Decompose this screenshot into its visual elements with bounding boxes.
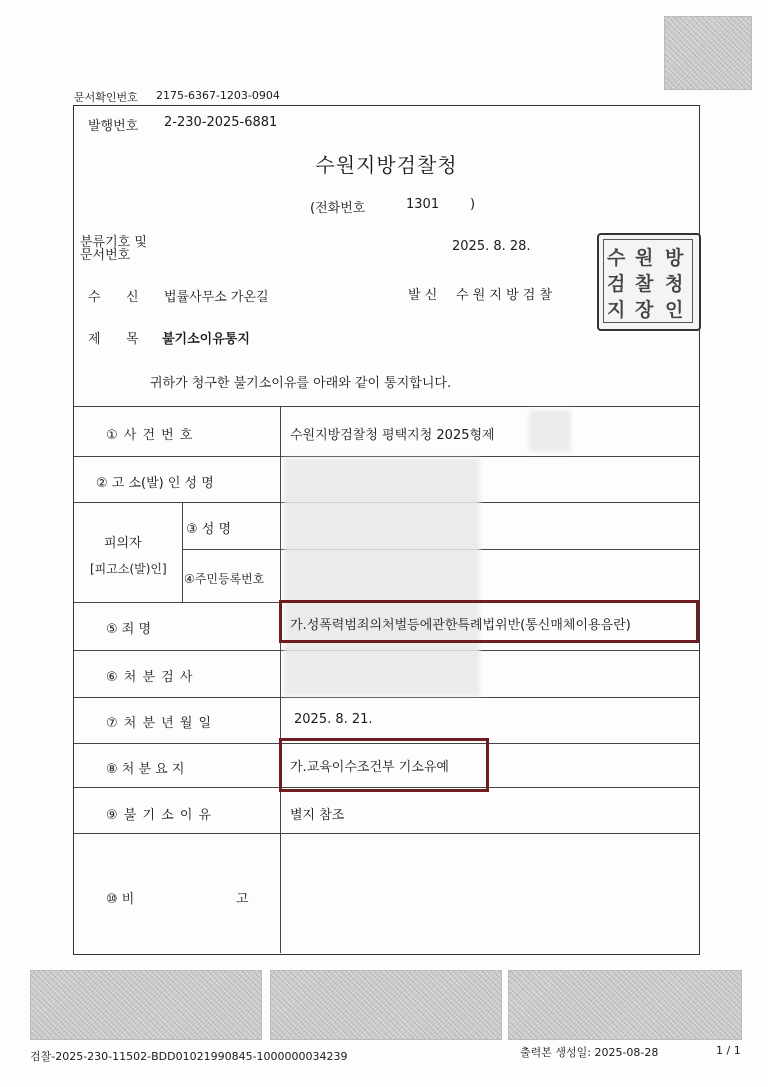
name-label: ③ 성 명: [186, 522, 232, 537]
suspect-label-1: 피의자: [104, 536, 142, 551]
charge-highlight-box: [279, 600, 699, 643]
charge-value: 가.성폭력범죄의처벌등에관한특례법위반(통신매체이용음란): [290, 618, 631, 633]
disposal-summary-value: 가.교육이수조건부 기소유예: [290, 760, 449, 775]
footer-page-number: 1 / 1: [716, 1044, 741, 1057]
subject-label-2: 목: [126, 332, 139, 347]
disposal-date-value: 2025. 8. 21.: [294, 712, 373, 727]
intro-text: 귀하가 청구한 불기소이유를 아래와 같이 통지합니다.: [150, 376, 452, 391]
issue-label: 발행번호: [88, 119, 139, 134]
redaction: [284, 458, 480, 696]
id-label: ④주민등록번호: [184, 572, 265, 586]
table-top-border: [74, 406, 699, 407]
row-divider: [74, 833, 699, 834]
charge-label: ⑤ 죄 명: [106, 622, 152, 637]
row-divider: [74, 456, 699, 457]
table-column-divider: [280, 406, 281, 953]
suspect-label-2: [피고소(발)인]: [90, 562, 167, 576]
recipient-label-1: 수: [88, 290, 101, 305]
reason-label: ⑨ 불 기 소 이 유: [106, 808, 213, 823]
security-barcode-right: [508, 970, 742, 1040]
disposal-summary-label: ⑧ 처 분 요 지: [106, 762, 185, 777]
case-no-value: 수원지방검찰청 평택지청 2025형제: [290, 428, 495, 443]
security-barcode-middle: [270, 970, 502, 1040]
remarks-label-1: ⑩ 비: [106, 892, 135, 907]
verify-number: 2175-6367-1203-0904: [156, 89, 280, 102]
sender-label: 발 신: [408, 288, 438, 303]
phone-number: 1301: [406, 197, 440, 212]
sender-name: 수 원 지 방 검 찰: [456, 288, 553, 303]
recipient-name: 법률사무소 가온길: [164, 290, 269, 305]
row-divider: [74, 697, 699, 698]
disposal-date-label: ⑦ 처 분 년 월 일: [106, 716, 213, 731]
phone-label: (전화번호: [310, 201, 366, 216]
case-no-label: ① 사 건 번 호: [106, 428, 194, 443]
remarks-label-2: 고: [236, 892, 249, 907]
phone-close: ): [470, 197, 476, 212]
security-barcode-left: [30, 970, 262, 1040]
footer-doc-code: 검찰-2025-230-11502-BDD01021990845-1000000034239: [30, 1050, 348, 1063]
prosecutor-label: ⑥ 처 분 검 사: [106, 670, 194, 685]
subject-label-1: 제: [88, 332, 101, 347]
footer-print-date: 출력본 생성일: 2025-08-28: [520, 1046, 659, 1059]
redaction: [529, 410, 571, 452]
recipient-label-2: 신: [126, 290, 139, 305]
verify-label: 문서확인번호: [74, 91, 138, 104]
subject-value: 불기소이유통지: [162, 332, 250, 347]
issue-number: 2-230-2025-6881: [164, 115, 278, 130]
security-barcode-top: [664, 16, 752, 90]
complainant-label: ② 고 소(발) 인 성 명: [96, 476, 214, 491]
official-seal: 수 원 방 검 찰 청 지 장 인: [597, 233, 701, 331]
summary-highlight-box: [279, 738, 489, 792]
reason-value: 별지 참조: [290, 808, 345, 823]
class-label-1: 분류기호 및: [80, 235, 147, 250]
document-date: 2025. 8. 28.: [452, 239, 531, 254]
org-title: 수원지방검찰청: [315, 153, 458, 177]
class-label-2: 문서번호: [80, 248, 131, 263]
suspect-divider: [182, 502, 183, 602]
